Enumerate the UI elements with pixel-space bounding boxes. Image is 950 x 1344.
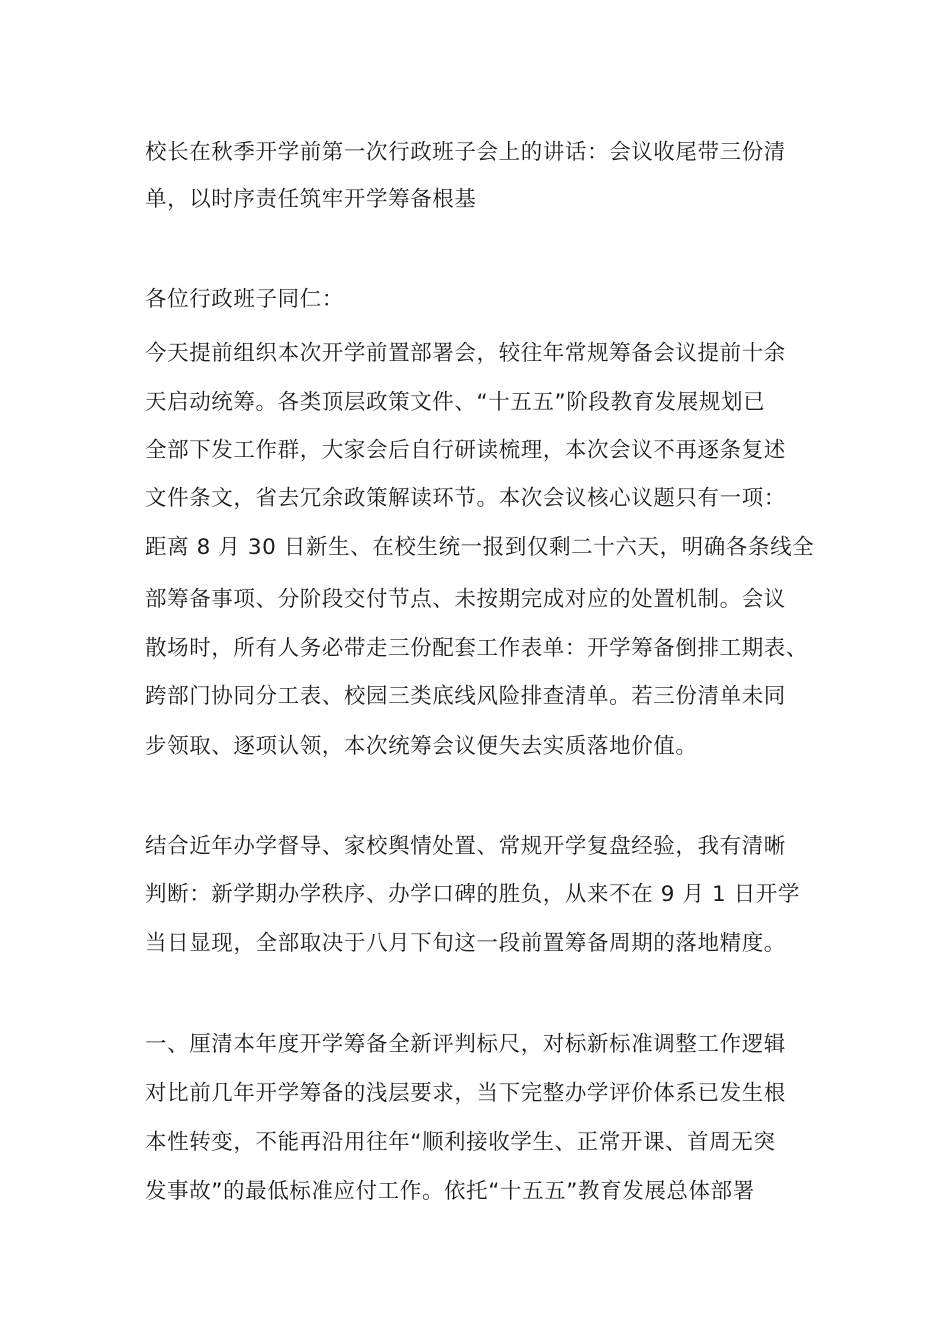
paragraph-1-line: 全部下发工作群，大家会后自行研读梳理，本次会议不再逐条复述 [145, 438, 786, 463]
section-1-body-line: 本性转变，不能再沿用往年“顺利接收学生、正常开课、首周无突 [145, 1130, 776, 1155]
paragraph-1-line: 距离 8 月 30 日新生、在校生统一报到仅剩二十六天，明确各条线全 [145, 535, 815, 560]
document-title-line-1: 校长在秋季开学前第一次行政班子会上的讲话：会议收尾带三份清 [145, 140, 786, 165]
paragraph-1-line: 步领取、逐项认领，本次统筹会议便失去实质落地价值。 [145, 734, 698, 759]
salutation: 各位行政班子同仁： [145, 287, 344, 312]
paragraph-1-line: 部筹备事项、分阶段交付节点、未按期完成对应的处置机制。会议 [145, 587, 786, 612]
paragraph-1-line: 天启动统筹。各类顶层政策文件、“十五五”阶段教育发展规划已 [145, 390, 766, 415]
paragraph-1-line: 散场时，所有人务必带走三份配套工作表单：开学筹备倒排工期表、 [145, 636, 809, 661]
paragraph-2-line: 判断：新学期办学秩序、办学口碑的胜负，从来不在 9 月 1 日开学 [145, 882, 800, 907]
section-1-body-line: 对比前几年开学筹备的浅层要求，当下完整办学评价体系已发生根 [145, 1081, 786, 1106]
paragraph-2-line: 结合近年办学督导、家校舆情处置、常规开学复盘经验，我有清晰 [145, 834, 786, 859]
document-title-line-2: 单，以时序责任筑牢开学筹备根基 [145, 187, 477, 212]
paragraph-1-line: 跨部门协同分工表、校园三类底线风险排查清单。若三份清单未同 [145, 684, 786, 709]
paragraph-1-line: 今天提前组织本次开学前置部署会，较往年常规筹备会议提前十余 [145, 341, 786, 366]
paragraph-1-line: 文件条文，省去冗余政策解读环节。本次会议核心议题只有一项： [145, 486, 786, 511]
section-1-body-line: 发事故”的最低标准应付工作。依托“十五五”教育发展总体部署 [145, 1179, 755, 1204]
paragraph-2-line: 当日显现，全部取决于八月下旬这一段前置筹备周期的落地精度。 [145, 931, 786, 956]
section-1-heading: 一、厘清本年度开学筹备全新评判标尺，对标新标准调整工作逻辑 [145, 1032, 786, 1057]
